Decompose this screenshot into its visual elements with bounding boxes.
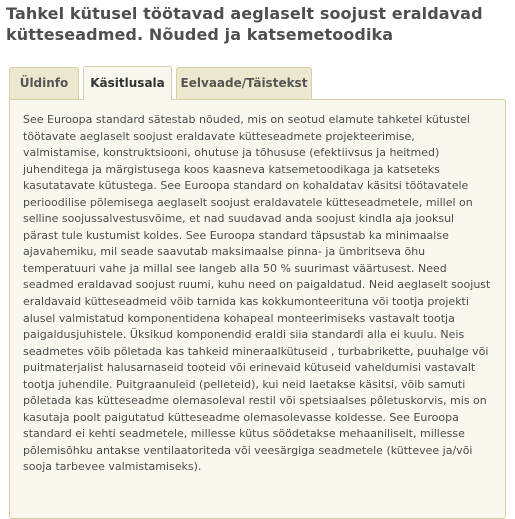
tab-content-panel: [9, 99, 506, 519]
tab-eelvaade-taistekst[interactable]: Eelvaade/Täistekst: [176, 67, 312, 99]
tab-kasitlusala[interactable]: Käsitlusala: [83, 66, 172, 100]
page-title: Tahkel kütusel töötavad aeglaselt soojust eraldavad kütteseadmed. Nõuded ja katsemetoodika: [6, 4, 483, 44]
scope-text: See Euroopa standard sätestab nõuded, mis on seotud elamute tahketel kütustel töötavate aeglaselt soojust eraldavate kütteseadmete projekteerimise, valmistamise, konstruktsiooni, ohutuse ja tõhususe (efektiivsus ja heitmed) juhenditega ja märgistusega koos kaasneva katsemetoodikaga ja katseteks kasutatavate kütustega. See Euroopa standard on kohaldatav käsitsi töötavatele perioodilise põlemisega aeglaselt soojust eraldavatele kütteseadmetele, millel on selline soojussalvestusvõime, et nad suudavad anda soojust kindla aja jooksul pärast tule kustumist koldes. See Euroopa standard täpsustab ka minimaalse ajavahemiku, mil seade saavutab maksimaalse pinna- ja ümbritseva õhu temperatuuri vahe ja millal see langeb alla 50 % suurimast väärtusest. Need seadmed eraldavad soojust ruumi, kuhu need on paigaldatud. Neid aeglaselt soojust eraldavaid kütteseadmeid võib tarnida kas kokkumonteerituna või tootja projekti alusel valmistatud komponentidena kohapeal monteerimiseks vastavalt tootja paigaldusjuhistele. Üksikud komponendid eraldi siia standardi alla ei kuulu. Neis seadmetes võib põletada kas tahkeid mineraalkütuseid , turbabrikette, puuhalge või puitmaterjalist halusarnaseid tooteid või erinevaid kütuseid vaheldumisi vastavalt tootja juhendile. Puitgraanuleid (pelleteid), kui neid laetakse käsitsi, võib samuti põletada kas kütteseadme olemasoleval restil või spetsiaalses põletuskorvis, mis on kasutaja poolt paigutatud kütteseadme olemasolevasse koldesse. See Euroopa standard ei kehti seadmetele, millesse kütus söödetakse mehaaniliselt, millesse põlemisõhku antakse ventilaatoriteda või veesärgiga seadmetele (küttevee ja/või sooja tarbevee valmistamiseks).: [23, 113, 491, 474]
tab-bar: [9, 66, 316, 99]
tab-uldinfo[interactable]: Üldinfo: [9, 67, 79, 99]
